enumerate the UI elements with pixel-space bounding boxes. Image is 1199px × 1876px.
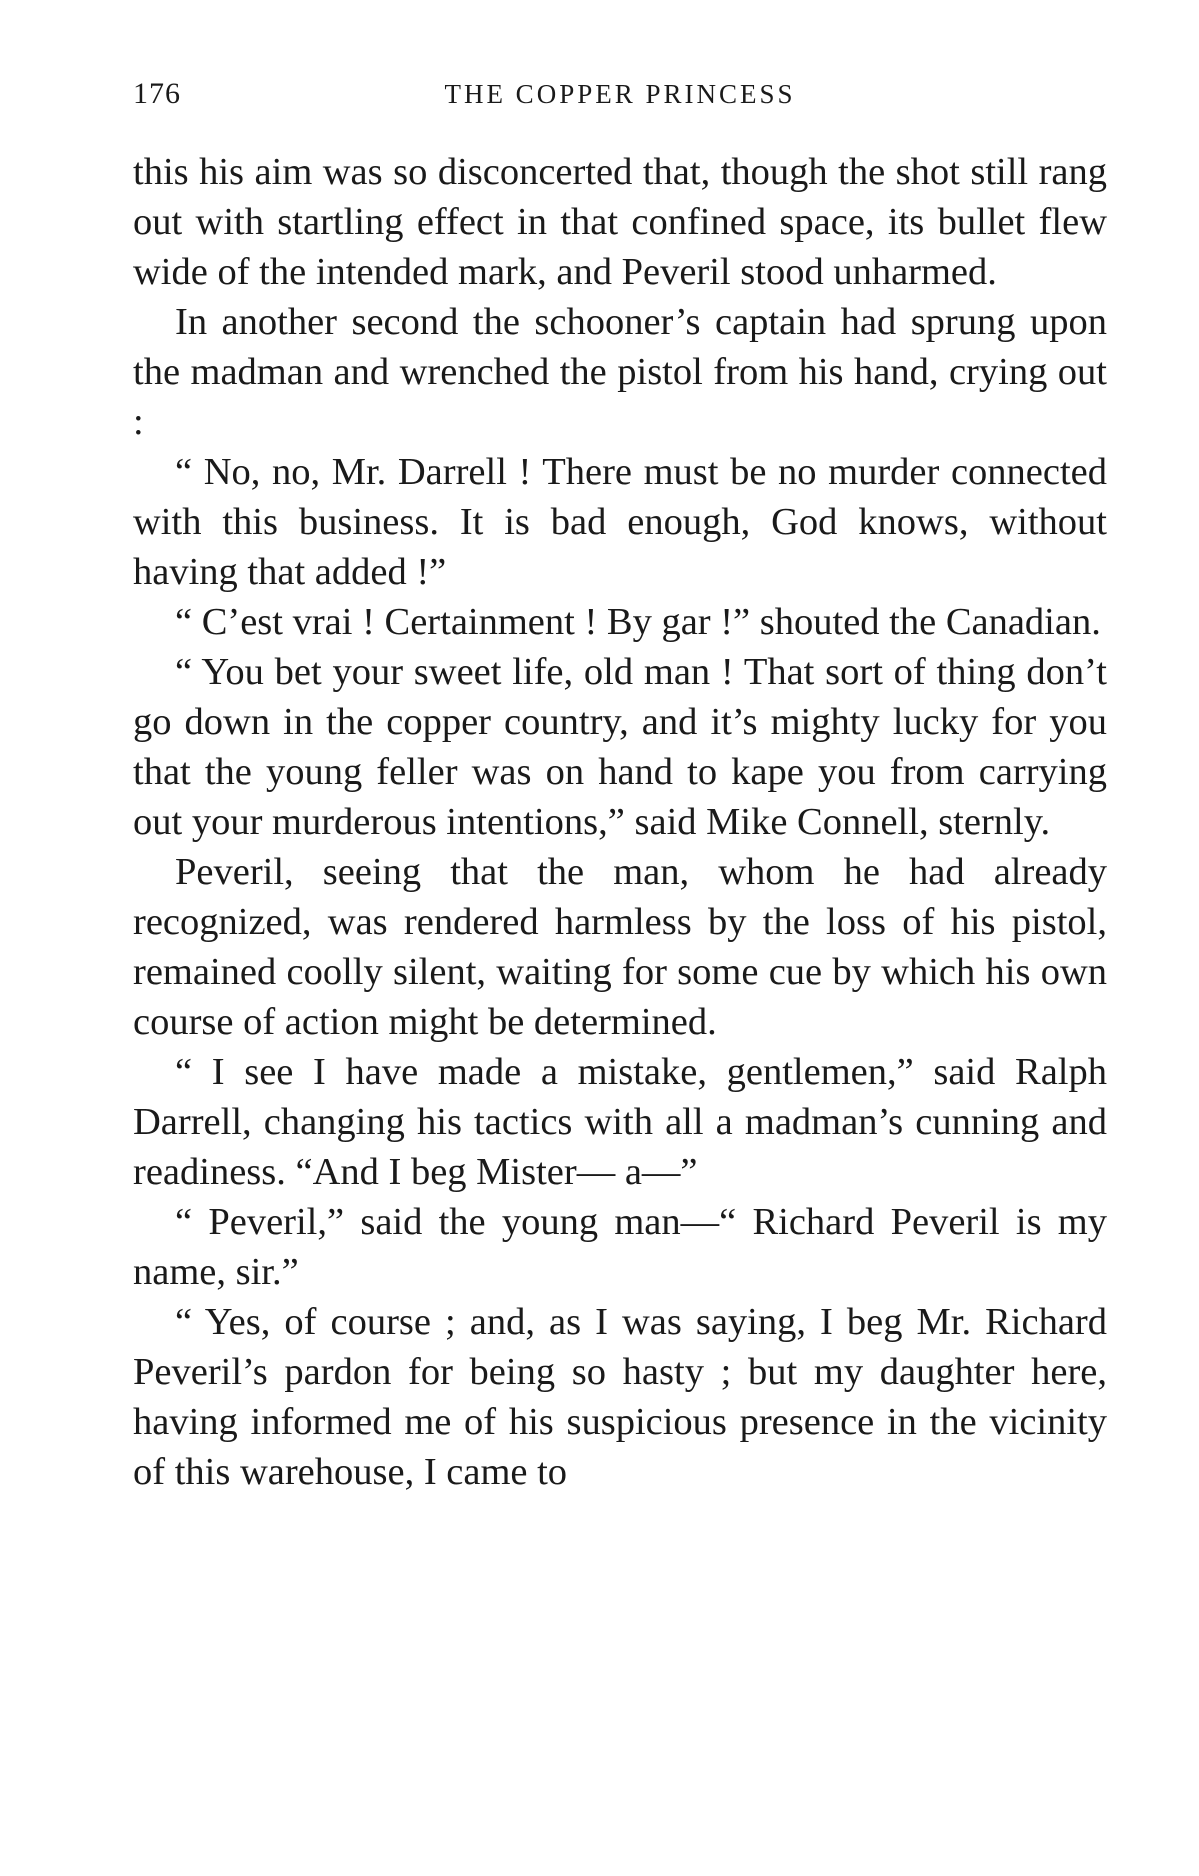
paragraph-8: “ Peveril,” said the young man—“ Richard Peveril is my name, sir.” (133, 1201, 1107, 1293)
paragraph-1: this his aim was so disconcerted that, though the shot still rang out with startling effect in that confined space, its bullet flew wide of the intended mark, and Peveril stood unharmed. (133, 151, 1107, 293)
running-head (133, 74, 1107, 114)
paragraph-9: “ Yes, of course ; and, as I was saying, I beg Mr. Richard Peveril’s pardon for being so hasty ; but my daughter here, having informed me of his suspicious presence in the vicinity of this warehouse, I came to (133, 1301, 1107, 1493)
paragraph-5: “ You bet your sweet life, old man ! That sort of thing don’t go down in the copper country, and it’s mighty lucky for you that the young feller was on hand to kape you from carrying out your murderous intentions,” said Mike Connell, sternly. (133, 651, 1107, 843)
paragraph-3: “ No, no, Mr. Darrell ! There must be no murder connected with this business. It is bad enough, God knows, without having that added !” (133, 451, 1107, 593)
paragraph-7: “ I see I have made a mistake, gentlemen,” said Ralph Darrell, changing his tactics with all a madman’s cunning and readiness. “And I beg Mister— a—” (133, 1051, 1107, 1193)
paragraph-2: In another second the schooner’s captain had sprung upon the madman and wrenched the pistol from his hand, crying out : (133, 301, 1107, 443)
book-title: THE COPPER PRINCESS (444, 79, 796, 109)
paragraph-6: Peveril, seeing that the man, whom he had already recognized, was rendered harmless by the loss of his pistol, remained coolly silent, waiting for some cue by which his own course of action might be determined. (133, 851, 1107, 1043)
body-text (133, 147, 1107, 1497)
page-number: 176 (133, 77, 181, 110)
paragraph-4: “ C’est vrai ! Certainment ! By gar !” shouted the Canadian. (175, 601, 1101, 643)
